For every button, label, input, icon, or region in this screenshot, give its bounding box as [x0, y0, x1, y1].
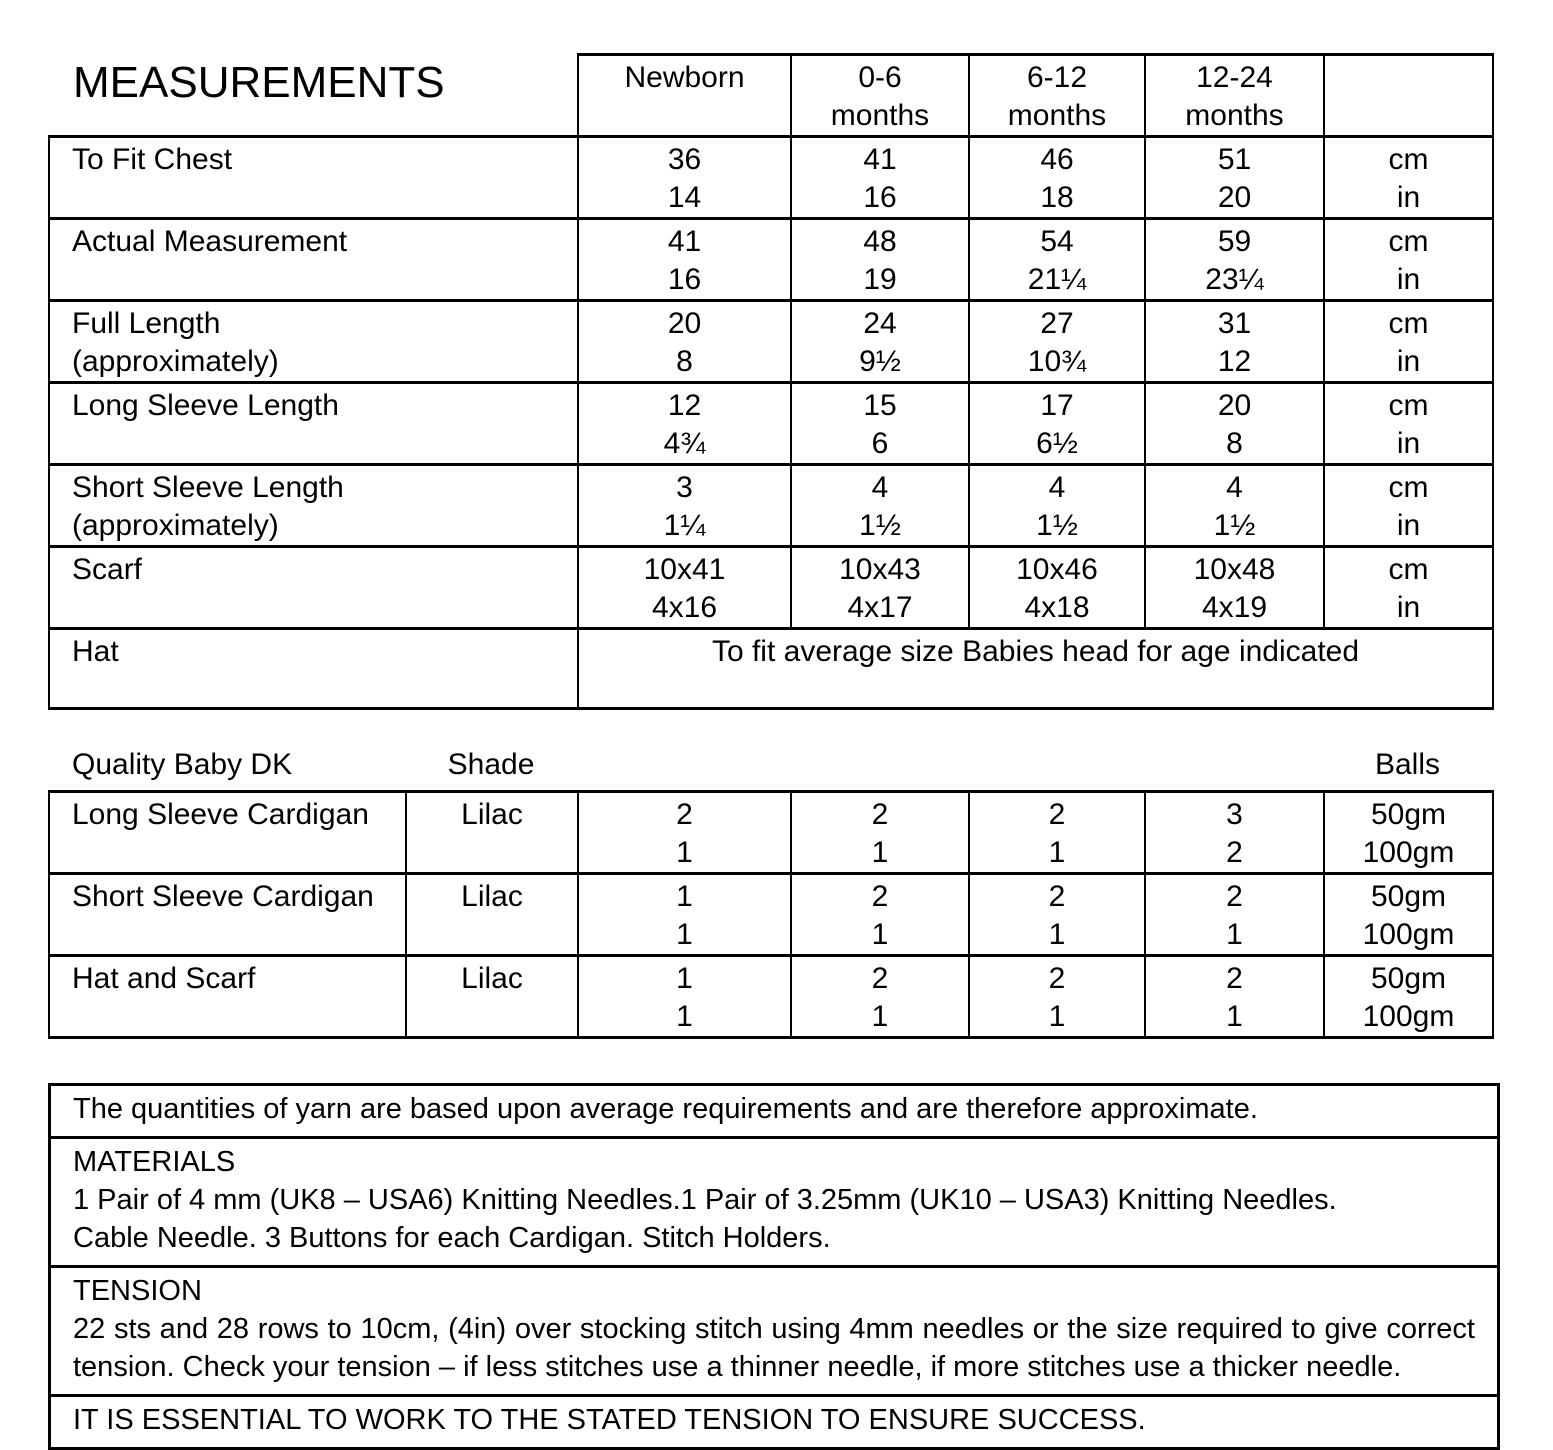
col-header-12-24-months: [1145, 55, 1324, 137]
shade-label: Shade: [447, 748, 535, 781]
table-row-scarf: [49, 547, 1493, 629]
hat-note-cell: [578, 629, 1493, 709]
ball-size-100gm: 100gm: [1362, 918, 1455, 951]
value-in: 21¼: [1027, 263, 1087, 296]
row-label-line2: (approximately): [72, 509, 279, 542]
measurement-cell: [969, 383, 1145, 465]
row-label-line1: Scarf: [72, 553, 143, 586]
col-header-line1: 0-6: [858, 61, 902, 94]
value-in: 16: [863, 181, 897, 214]
balls-count-cell: [1145, 874, 1324, 956]
count-100gm: 1: [1226, 1000, 1243, 1033]
ball-size-50gm: 50gm: [1370, 798, 1447, 831]
value-in: 6½: [1036, 427, 1078, 460]
unit-cm: cm: [1388, 143, 1429, 176]
value-cm: 4: [1226, 471, 1243, 504]
balls-count-cell: [791, 956, 969, 1038]
count-50gm: 3: [1226, 798, 1243, 831]
measurement-cell: [969, 465, 1145, 547]
approximate-text: The quantities of yarn are based upon average requirements and are therefore approximate.: [73, 1093, 1258, 1125]
value-in: 4x16: [651, 591, 718, 624]
value-in: 18: [1040, 181, 1074, 214]
measurement-cell: [791, 465, 969, 547]
count-100gm: 1: [1048, 836, 1066, 869]
value-cm: 4: [1048, 471, 1066, 504]
materials-line2: Cable Needle. 3 Buttons for each Cardigan. Stitch Holders.: [73, 1222, 831, 1254]
item-label: [49, 874, 406, 956]
item-label: [49, 956, 406, 1038]
row-label-line2: (approximately): [72, 345, 279, 378]
col-header-newborn: [578, 55, 791, 137]
value-cm: 41: [863, 143, 897, 176]
shade-value: Lilac: [461, 798, 523, 831]
count-100gm: 1: [676, 836, 693, 869]
note-approximate: [51, 1086, 1497, 1139]
value-cm: 4: [871, 471, 889, 504]
count-50gm: 2: [871, 880, 889, 913]
table-row-hat-and-scarf: [49, 956, 1493, 1038]
measurement-cell: [578, 137, 791, 219]
count-100gm: 1: [1048, 1000, 1066, 1033]
value-in: 4¾: [663, 427, 706, 460]
units-cell: [1324, 465, 1493, 547]
col-header-6-12-months: [969, 55, 1145, 137]
value-in: 10¾: [1027, 345, 1087, 378]
col-header-line1: Newborn: [624, 61, 745, 94]
units-cell: [1324, 219, 1493, 301]
table-row-actual-measurement: [49, 219, 1493, 301]
note-tension: [51, 1268, 1497, 1397]
value-in: 16: [667, 263, 702, 296]
essential-text: IT IS ESSENTIAL TO WORK TO THE STATED TENSION TO ENSURE SUCCESS.: [73, 1404, 1146, 1436]
note-materials: [51, 1139, 1497, 1268]
ball-size-100gm: 100gm: [1362, 1000, 1455, 1033]
measurements-table: [48, 53, 1494, 710]
unit-in: in: [1396, 591, 1421, 624]
count-50gm: 2: [871, 962, 889, 995]
value-in: 1½: [1036, 509, 1078, 542]
materials-title: MATERIALS: [73, 1146, 236, 1178]
value-cm: 3: [676, 471, 693, 504]
shade-cell: [406, 874, 578, 956]
quality-label: Quality Baby DK: [72, 748, 293, 781]
count-100gm: 2: [1226, 836, 1243, 869]
balls-count-cell: [791, 792, 969, 874]
unit-in: in: [1396, 181, 1421, 214]
row-label: [49, 383, 578, 465]
value-cm: 59: [1217, 225, 1252, 258]
value-in: 23¼: [1205, 263, 1264, 296]
count-50gm: 2: [1226, 880, 1243, 913]
measurement-cell: [1145, 137, 1324, 219]
count-100gm: 1: [871, 836, 889, 869]
units-cell: [1324, 137, 1493, 219]
value-in: 6: [871, 427, 889, 460]
item-name: Hat and Scarf: [72, 962, 256, 995]
measurement-cell: [1145, 301, 1324, 383]
value-cm: 12: [667, 389, 702, 422]
col-header-0-6-months: [791, 55, 969, 137]
ball-size-cell: [1324, 874, 1493, 956]
value-in: 1½: [859, 509, 901, 542]
shade-value: Lilac: [461, 962, 523, 995]
shade-cell: [406, 956, 578, 1038]
col-header-line1: 6-12: [1026, 61, 1088, 94]
yarn-requirements-table: [48, 790, 1494, 1039]
value-cm: 41: [667, 225, 702, 258]
value-cm: 31: [1217, 307, 1252, 340]
value-in: 19: [863, 263, 897, 296]
measurement-cell: [1145, 465, 1324, 547]
count-100gm: 1: [1226, 918, 1243, 951]
hat-note-text: To fit average size Babies head for age indicated: [711, 635, 1360, 668]
unit-in: in: [1396, 509, 1421, 542]
row-label: [49, 301, 578, 383]
balls-count-cell: [578, 874, 791, 956]
count-50gm: 1: [676, 880, 693, 913]
count-50gm: 2: [1048, 798, 1066, 831]
value-in: 4x17: [847, 591, 913, 624]
value-in: 4x19: [1201, 591, 1268, 624]
value-cm: 10x41: [643, 553, 726, 586]
col-header-line2: months: [1185, 99, 1284, 132]
balls-count-cell: [578, 792, 791, 874]
value-cm: 46: [1040, 143, 1074, 176]
value-in: 14: [667, 181, 702, 214]
value-in: 20: [1217, 181, 1252, 214]
row-label-line1: Actual Measurement: [72, 225, 348, 258]
col-header-units: [1324, 55, 1493, 137]
balls-count-cell: [969, 956, 1145, 1038]
balls-count-cell: [1145, 956, 1324, 1038]
ball-size-50gm: 50gm: [1370, 880, 1447, 913]
unit-cm: cm: [1388, 389, 1429, 422]
measurement-cell: [791, 301, 969, 383]
row-label: [49, 629, 578, 709]
value-cm: 51: [1217, 143, 1252, 176]
item-label: [49, 792, 406, 874]
value-cm: 20: [667, 307, 702, 340]
value-cm: 10x43: [839, 553, 921, 586]
measurement-cell: [791, 137, 969, 219]
row-label-line1: To Fit Chest: [72, 143, 233, 176]
balls-count-cell: [578, 956, 791, 1038]
unit-cm: cm: [1388, 553, 1429, 586]
measurement-cell: [969, 137, 1145, 219]
title-cell: [49, 55, 578, 137]
note-essential: [51, 1397, 1497, 1447]
col-header-line1: 12-24: [1196, 61, 1273, 94]
units-cell: [1324, 547, 1493, 629]
units-cell: [1324, 383, 1493, 465]
measurement-cell: [578, 219, 791, 301]
count-50gm: 2: [1048, 962, 1066, 995]
row-label-line1: Short Sleeve Length: [72, 471, 344, 504]
unit-in: in: [1396, 345, 1421, 378]
count-50gm: 2: [1226, 962, 1243, 995]
col-header-line2: months: [1007, 99, 1107, 132]
shade-cell: [406, 792, 578, 874]
value-in: 8: [676, 345, 693, 378]
measurement-cell: [578, 465, 791, 547]
unit-cm: cm: [1388, 471, 1429, 504]
measurement-cell: [969, 301, 1145, 383]
measurement-cell: [1145, 383, 1324, 465]
tension-body: 22 sts and 28 rows to 10cm, (4in) over stocking stitch using 4mm needles or the size required to give correct tension. Check your tension – if less stitches use a thinner needle, if more stitches use a thicker needle.: [73, 1313, 1475, 1383]
count-50gm: 2: [871, 798, 889, 831]
row-label-line1: Hat: [72, 635, 119, 668]
balls-count-cell: [791, 874, 969, 956]
table-row-long-sleeve-cardigan: [49, 792, 1493, 874]
shade-value: Lilac: [461, 880, 523, 913]
row-label-line1: Long Sleeve Length: [72, 389, 339, 422]
table-header-row: [49, 55, 1493, 137]
col-header-line2: months: [830, 99, 930, 132]
measurement-cell: [578, 301, 791, 383]
measurement-cell: [1145, 219, 1324, 301]
value-in: 12: [1217, 345, 1252, 378]
measurement-cell: [791, 219, 969, 301]
measurement-cell: [578, 547, 791, 629]
table-row-full-length: [49, 301, 1493, 383]
row-label: [49, 465, 578, 547]
count-100gm: 1: [676, 918, 693, 951]
value-cm: 48: [863, 225, 897, 258]
measurement-cell: [791, 383, 969, 465]
value-in: 4x18: [1024, 591, 1090, 624]
ball-size-100gm: 100gm: [1362, 836, 1455, 869]
measurement-cell: [1145, 547, 1324, 629]
row-label: [49, 137, 578, 219]
materials-line1: 1 Pair of 4 mm (UK8 – USA6) Knitting Needles.1 Pair of 3.25mm (UK10 – USA3) Knitting Needles.: [73, 1184, 1337, 1216]
item-name: Short Sleeve Cardigan: [72, 880, 374, 913]
balls-count-cell: [969, 874, 1145, 956]
count-100gm: 1: [871, 1000, 889, 1033]
table-row-to-fit-chest: [49, 137, 1493, 219]
value-cm: 10x46: [1016, 553, 1098, 586]
value-in: 1¼: [663, 509, 706, 542]
measurement-cell: [969, 547, 1145, 629]
table-row-long-sleeve-length: [49, 383, 1493, 465]
unit-in: in: [1396, 427, 1421, 460]
value-cm: 17: [1040, 389, 1074, 422]
value-cm: 24: [863, 307, 897, 340]
value-in: 1½: [1213, 509, 1256, 542]
count-50gm: 1: [676, 962, 693, 995]
unit-cm: cm: [1388, 225, 1429, 258]
hat-row: [49, 629, 1493, 709]
value-in: 9½: [859, 345, 901, 378]
balls-label: Balls: [1374, 748, 1441, 781]
measurement-cell: [969, 219, 1145, 301]
unit-cm: cm: [1388, 307, 1429, 340]
value-cm: 27: [1040, 307, 1074, 340]
ball-size-cell: [1324, 792, 1493, 874]
tension-title: TENSION: [73, 1275, 202, 1307]
table-row-short-sleeve-cardigan: [49, 874, 1493, 956]
value-cm: 15: [863, 389, 897, 422]
count-100gm: 1: [676, 1000, 693, 1033]
value-cm: 54: [1040, 225, 1074, 258]
unit-in: in: [1396, 263, 1421, 296]
balls-count-cell: [1145, 792, 1324, 874]
value-cm: 36: [667, 143, 702, 176]
count-50gm: 2: [1048, 880, 1066, 913]
row-label: [49, 547, 578, 629]
notes-box: [48, 1083, 1500, 1450]
yarn-table-header: [48, 746, 1492, 790]
count-100gm: 1: [1048, 918, 1066, 951]
measurement-cell: [578, 383, 791, 465]
units-cell: [1324, 301, 1493, 383]
balls-count-cell: [969, 792, 1145, 874]
row-label: [49, 219, 578, 301]
value-cm: 20: [1217, 389, 1252, 422]
value-cm: 10x48: [1193, 553, 1276, 586]
measurement-cell: [791, 547, 969, 629]
ball-size-50gm: 50gm: [1370, 962, 1447, 995]
count-50gm: 2: [676, 798, 693, 831]
ball-size-cell: [1324, 956, 1493, 1038]
value-in: 8: [1226, 427, 1243, 460]
table-row-short-sleeve-length: [49, 465, 1493, 547]
row-label-line1: Full Length: [72, 307, 221, 340]
count-100gm: 1: [871, 918, 889, 951]
item-name: Long Sleeve Cardigan: [72, 798, 369, 831]
page-title: MEASUREMENTS: [73, 57, 445, 107]
